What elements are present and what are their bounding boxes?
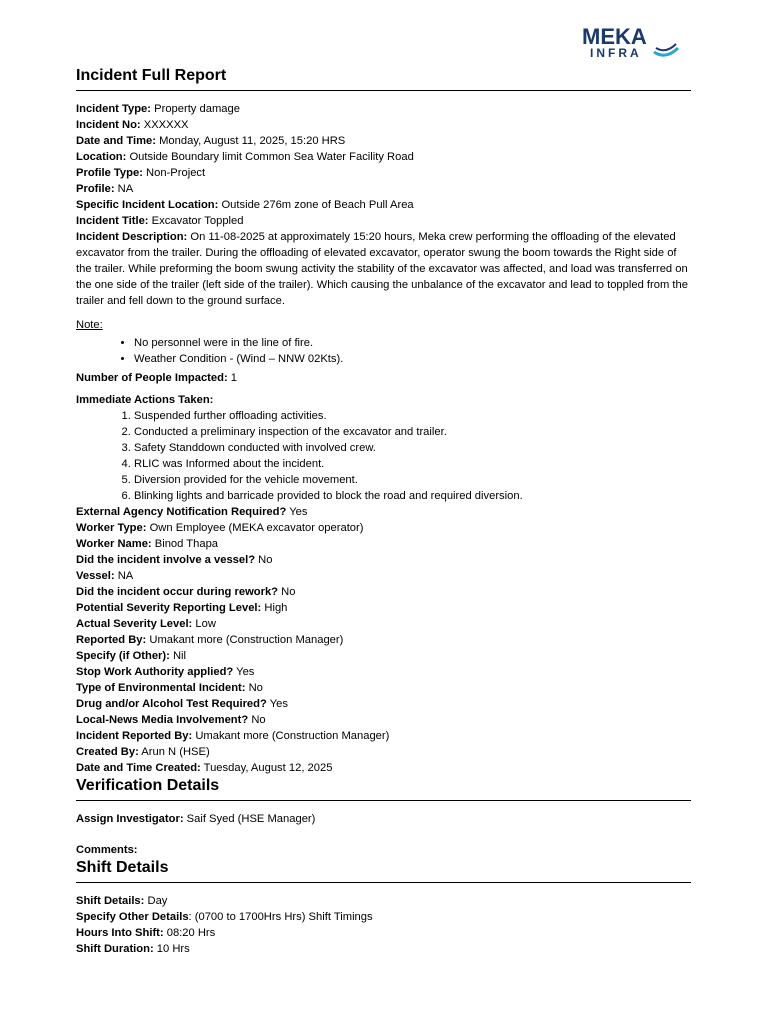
field-shift-details [76,893,691,909]
field-value: Outside 276m zone of Beach Pull Area [221,199,414,211]
note-item: • No personnel were in the line of fire. [134,335,691,351]
field-specific-location [76,197,691,213]
field-label: Date and Time: [76,135,156,147]
actions-list [76,408,691,504]
field-other-details [76,909,691,925]
field-date-created [76,760,691,776]
field-stop-work [76,664,691,680]
field-label: Did the incident occur during rework? [76,586,279,598]
logo-text-top: MEKA [582,24,647,49]
field-label: Shift Duration: [76,943,154,955]
field-label: Incident Title: [76,215,149,227]
field-value: Umakant more (Construction Manager) [195,730,390,742]
field-media [76,712,691,728]
action-item: 2. Conducted a preliminary inspection of the excavator and trailer. [134,424,691,440]
field-worker-type [76,520,691,536]
field-vessel-involved [76,552,691,568]
field-potential-severity [76,600,691,616]
field-value: 08:20 Hrs [166,927,216,939]
field-value: On 11-08-2025 at approximately 15:20 hours, Meka crew performing the offloading of the elevated excavator from the trailer. During the offloading of elevated excavator, operator swung the boom towards the Right side of the trailer. While preforming the boom swung activity the stability of the excavator was affected, and load was transferred on the one side of the trailer (left side of the trailer). Which causing the unbalance of the excavator and lead to toppled from the trailer and fell down to the ground surface. [76,231,688,307]
field-label: Worker Type: [76,522,147,534]
action-item: 6. Blinking lights and barricade provided to block the road and required diversion. [134,488,691,504]
field-label: Specific Incident Location: [76,199,219,211]
action-item: 4. RLIC was Informed about the incident. [134,456,691,472]
field-value: Arun N (HSE) [141,746,210,758]
report-content [76,66,691,957]
field-incident-type [76,101,691,117]
field-label: Specify (if Other): [76,650,170,662]
field-hours-into-shift [76,925,691,941]
field-label: Specify Other Details [76,911,189,923]
field-label: Local-News Media Involvement? [76,714,249,726]
field-value: : (0700 to 1700Hrs Hrs) Shift Timings [188,911,373,923]
field-value: Binod Thapa [154,538,219,550]
field-label: Date and Time Created: [76,762,201,774]
field-label: Incident Type: [76,103,152,115]
field-label: Created By: [76,746,139,758]
field-env-incident [76,680,691,696]
report-title: Incident Full Report [76,66,691,91]
action-item: 3. Safety Standdown conducted with involved crew. [134,440,691,456]
field-label: Worker Name: [76,538,152,550]
shift-fields [76,893,691,957]
field-value: Non-Project [146,167,206,179]
field-value: Nil [172,650,187,662]
field-reported-by [76,632,691,648]
field-incident-no [76,117,691,133]
field-value: Day [147,895,168,907]
field-value: No [281,586,296,598]
field-label: Did the incident involve a vessel? [76,554,256,566]
field-label: Vessel: [76,570,115,582]
field-shift-duration [76,941,691,957]
field-label: Incident Reported By: [76,730,193,742]
field-value: Umakant more (Construction Manager) [149,634,344,646]
field-label: External Agency Notification Required? [76,506,287,518]
field-label: Potential Severity Reporting Level: [76,602,262,614]
field-value: Monday, August 11, 2025, 15:20 HRS [159,135,346,147]
field-label: Stop Work Authority applied? [76,666,234,678]
field-actual-severity [76,616,691,632]
field-value: Outside Boundary limit Common Sea Water Facility Road [129,151,414,163]
field-value: No [258,554,273,566]
field-drug-test [76,696,691,712]
field-worker-name [76,536,691,552]
verification-title: Verification Details [76,776,691,801]
field-external-agency [76,504,691,520]
field-value: XXXXXX [143,119,189,131]
logo-graphic [578,24,682,60]
field-label: Type of Environmental Incident: [76,682,246,694]
field-value: 10 Hrs [156,943,190,955]
field-label: Shift Details: [76,895,145,907]
field-value: Yes [236,666,255,678]
field-label: Reported By: [76,634,147,646]
field-value: Yes [269,698,288,710]
field-incident-reported-by [76,728,691,744]
field-label: Drug and/or Alcohol Test Required? [76,698,267,710]
field-value: Excavator Toppled [151,215,244,227]
field-profile-type [76,165,691,181]
field-investigator [76,811,691,827]
field-people-impacted [76,370,691,386]
action-item: 5. Diversion provided for the vehicle movement. [134,472,691,488]
field-value: High [264,602,288,614]
field-label: Hours Into Shift: [76,927,164,939]
action-item: 1. Suspended further offloading activities. [134,408,691,424]
field-label: Assign Investigator: [76,813,184,825]
field-date-time [76,133,691,149]
field-label: Incident Description: [76,231,188,243]
field-rework [76,584,691,600]
field-value: No [251,714,266,726]
field-comments [76,842,691,858]
field-label: Number of People Impacted: [76,372,228,384]
incident-fields [76,101,691,776]
field-label: Profile Type: [76,167,143,179]
note-list [76,335,691,367]
field-value: Own Employee (MEKA excavator operator) [149,522,364,534]
field-created-by [76,744,691,760]
field-label: Comments: [76,844,138,856]
note-block [76,317,691,367]
field-label: Location: [76,151,127,163]
logo-text-bottom: INFRA [590,46,642,60]
field-incident-description [76,229,691,309]
verification-fields [76,811,691,858]
field-location [76,149,691,165]
field-value: NA [117,183,134,195]
shift-title: Shift Details [76,858,691,883]
field-value: Saif Syed (HSE Manager) [186,813,316,825]
meka-infra-logo [578,24,682,60]
actions-label: Immediate Actions Taken: [76,394,214,406]
field-incident-title [76,213,691,229]
note-label: Note: [76,319,103,331]
field-label: Profile: [76,183,115,195]
field-specify-other [76,648,691,664]
field-profile [76,181,691,197]
field-value: 1 [230,372,238,384]
field-value: No [248,682,263,694]
note-item: • Weather Condition - (Wind – NNW 02Kts). [134,351,691,367]
field-value: Property damage [154,103,240,115]
field-vessel [76,568,691,584]
field-value: Tuesday, August 12, 2025 [203,762,333,774]
field-value: NA [117,570,134,582]
field-value: Low [195,618,216,630]
field-label: Actual Severity Level: [76,618,193,630]
field-value: Yes [289,506,308,518]
field-label: Incident No: [76,119,141,131]
